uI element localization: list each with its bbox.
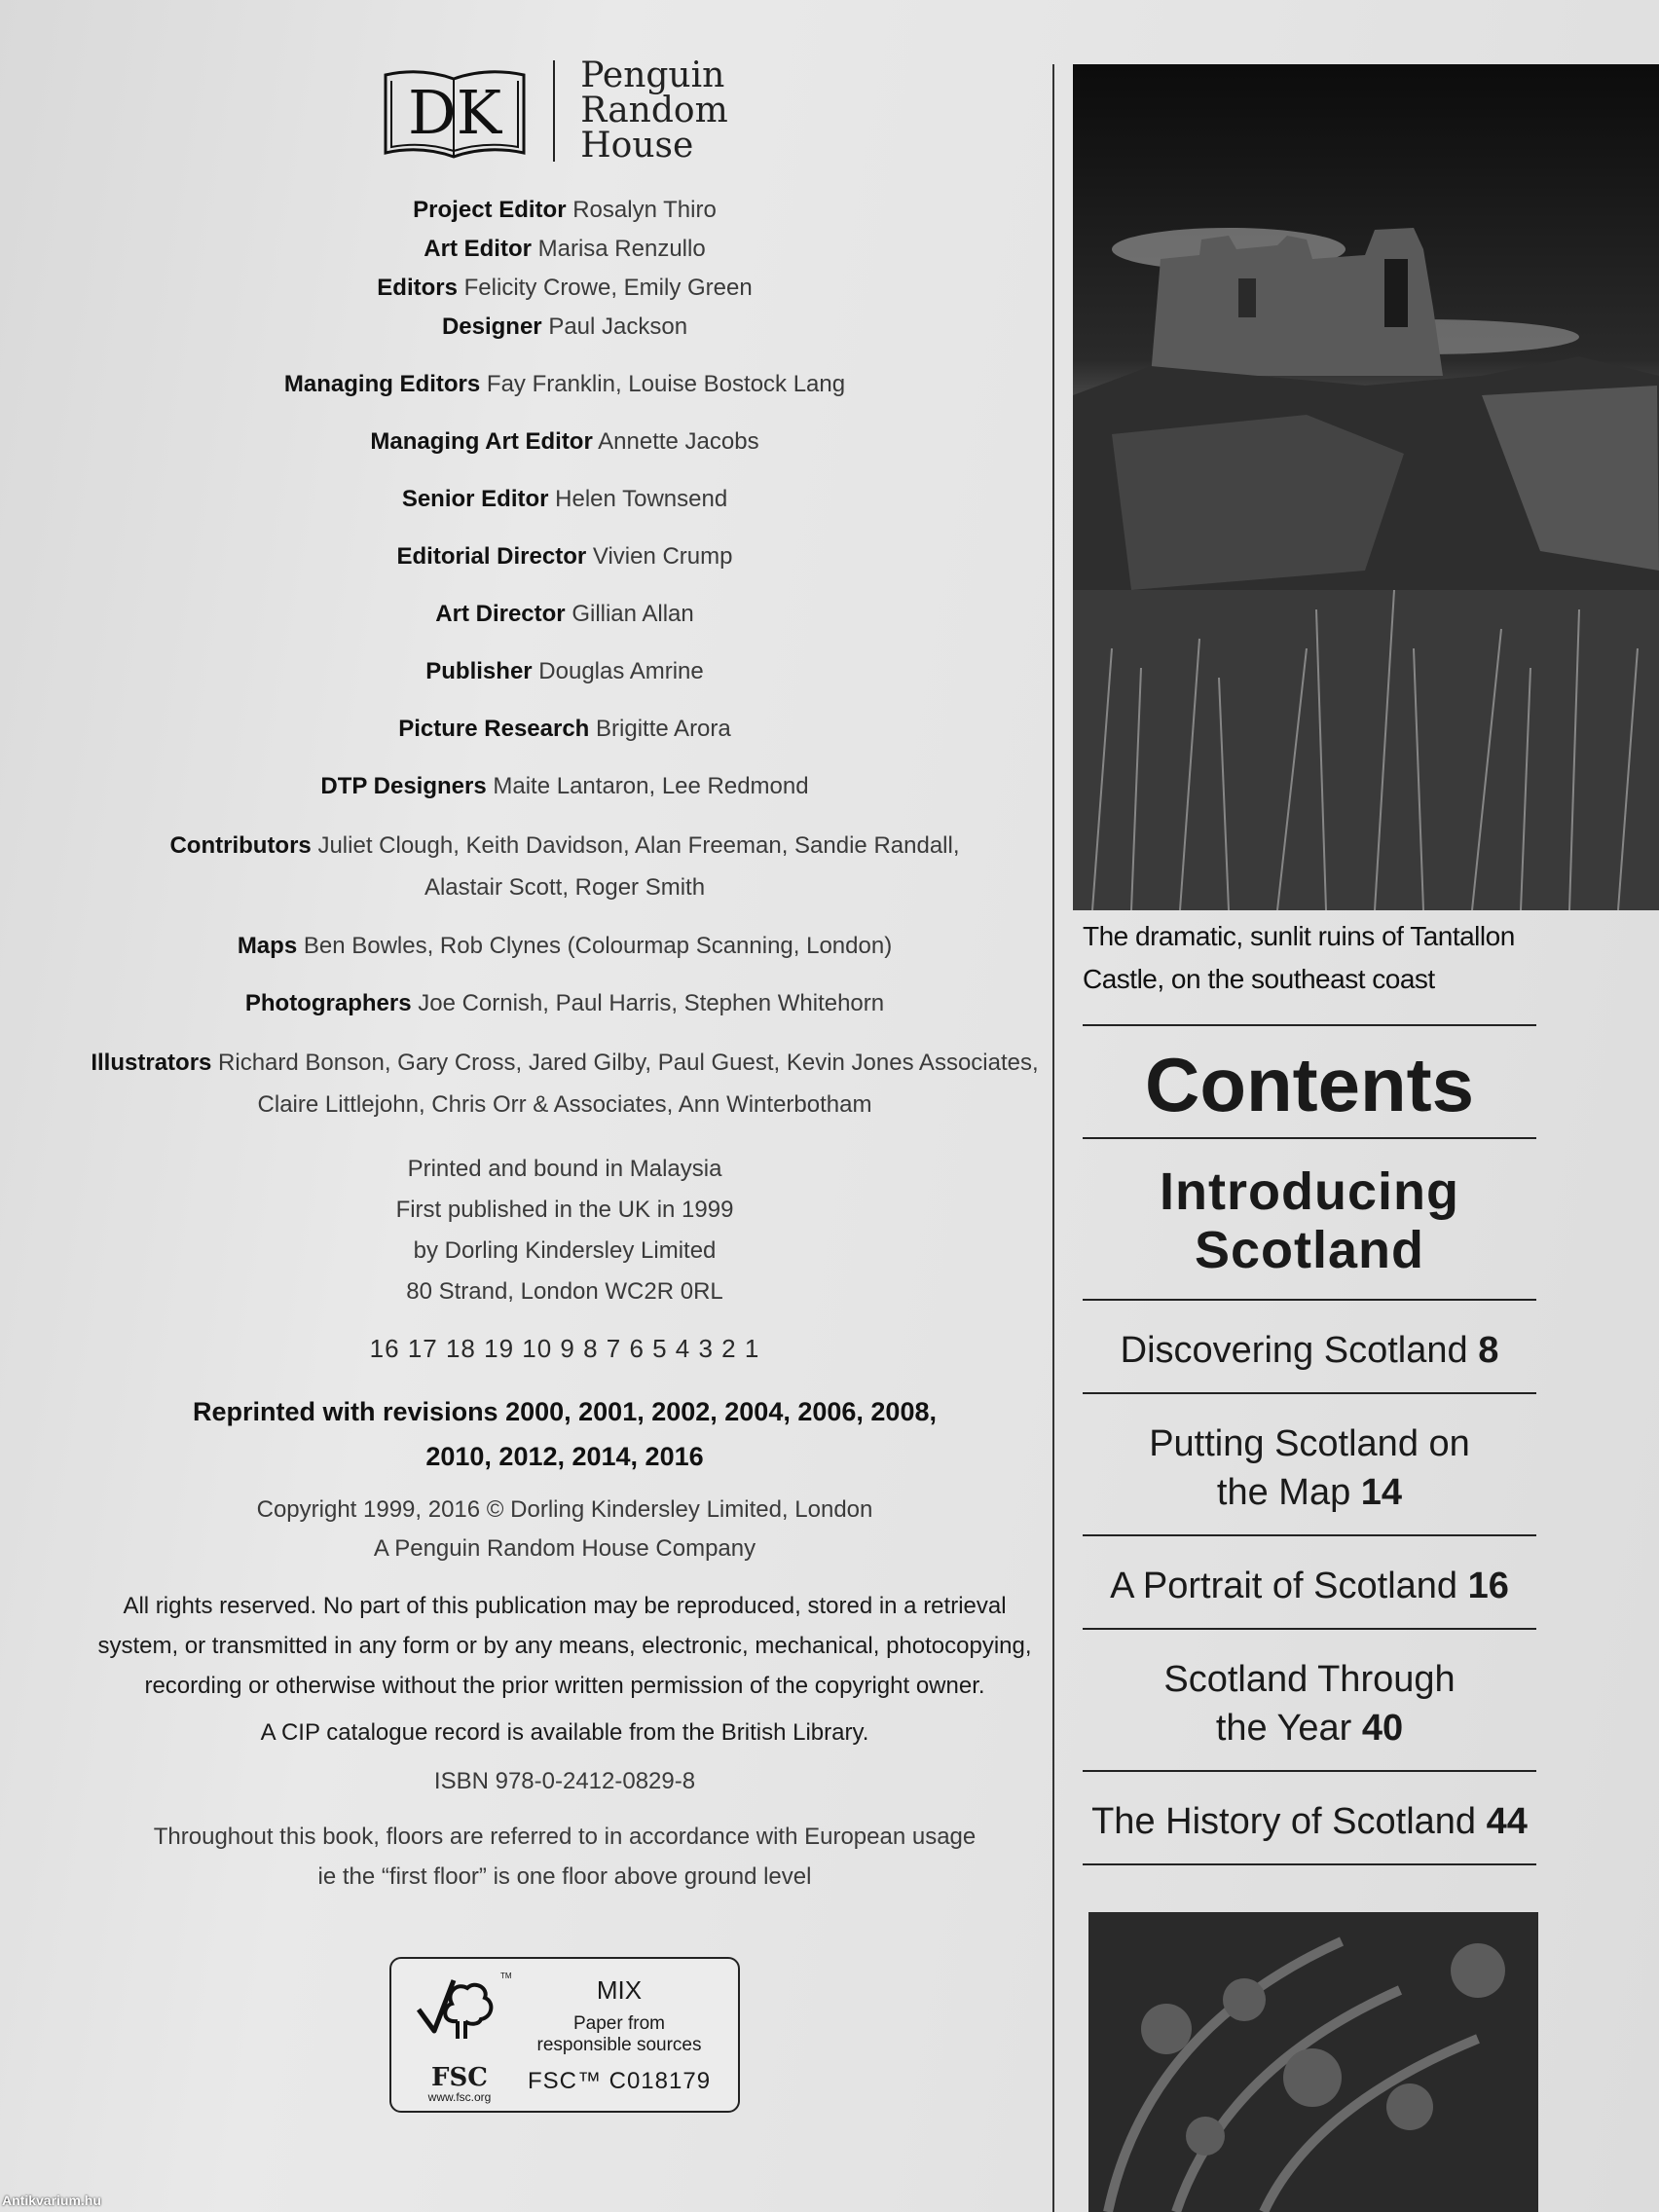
tantallon-castle-photo <box>1073 64 1659 910</box>
toc-entry-portrait-of-scotland[interactable]: A Portrait of Scotland 16 <box>1110 1566 1509 1606</box>
photo-caption: The dramatic, sunlit ruins of Tantallon Castle, on the southeast coast <box>1083 921 1515 994</box>
credit-senior-editor: Senior Editor Helen Townsend <box>401 486 728 512</box>
toc-page-number: 44 <box>1486 1801 1528 1842</box>
credit-art-director: Art Director Gillian Allan <box>435 601 694 627</box>
column-divider <box>1052 64 1054 2212</box>
credit-publisher: Publisher Douglas Amrine <box>425 658 704 684</box>
credit-contributors: Contributors Juliet Clough, Keith Davidson, Alan Freeman, Sandie Randall, Alastair Scott, Roger Smith <box>169 832 960 901</box>
toc-page-number: 40 <box>1361 1708 1404 1749</box>
credit-project-editor: Project Editor Rosalyn Thiro <box>413 197 717 223</box>
carved-stone-image <box>1088 1912 1538 2212</box>
credit-illustrators: Illustrators Richard Bonson, Gary Cross, Jared Gilby, Paul Guest, Kevin Jones Associates, Claire Littlejohn, Chris Orr & Associates, Ann Winterbotham <box>91 1050 1039 1118</box>
fsc-logo: TM FSC www.fsc.org <box>405 1967 514 2104</box>
dk-book-icon <box>382 59 528 163</box>
credit-maps: Maps Ben Bowles, Rob Clynes (Colourmap Scanning, London) <box>237 933 893 959</box>
fsc-info: MIX Paper from responsible sources FSC™ C018179 <box>527 1974 712 2094</box>
prh-line-1: Penguin <box>580 55 725 95</box>
credit-managing-art-editor: Managing Art Editor Annette Jacobs <box>370 428 759 455</box>
section-heading-introducing-scotland: Introducing Scotland <box>1160 1162 1459 1279</box>
credit-dtp-designers: DTP Designers Maite Lantaron, Lee Redmond <box>320 773 809 799</box>
prh-line-2: Random <box>580 91 728 130</box>
cip-notice: A CIP catalogue record is available from the British Library. <box>260 1719 869 1746</box>
toc-entry-discovering-scotland[interactable]: Discovering Scotland 8 <box>1120 1330 1499 1371</box>
toc-entry-putting-scotland-on-the-map[interactable]: Putting Scotland on the Map 14 <box>1149 1423 1470 1513</box>
toc-page-number: 16 <box>1467 1566 1509 1606</box>
isbn: ISBN 978-0-2412-0829-8 <box>433 1768 696 1794</box>
dk-letters: DK <box>408 77 502 148</box>
toc-rule <box>1083 1863 1536 1865</box>
toc-page-number: 14 <box>1360 1472 1403 1513</box>
fsc-label <box>389 1957 740 2113</box>
castle-ruins-image <box>1073 64 1659 910</box>
toc-page-number: 8 <box>1478 1330 1499 1371</box>
credit-picture-research: Picture Research Brigitte Arora <box>398 716 731 742</box>
imprint-column <box>78 55 1051 2113</box>
copyright-notice: Copyright 1999, 2016 © Dorling Kindersley Limited, London A Penguin Random House Company <box>256 1496 873 1562</box>
publisher-logo <box>58 55 1051 166</box>
credit-editorial-director: Editorial Director Vivien Crump <box>396 543 733 570</box>
credit-editors: Editors Felicity Crowe, Emily Green <box>377 275 753 301</box>
logo-divider <box>553 60 555 162</box>
penguin-random-house-wordmark <box>580 55 728 166</box>
floors-notice: Throughout this book, floors are referred to in accordance with European usage ie the “first floor” is one floor above ground level <box>153 1824 977 1890</box>
impression-line: 16 17 18 19 10 9 8 7 6 5 4 3 2 1 <box>369 1334 760 1363</box>
toc-entry-scotland-through-the-year[interactable]: Scotland Through the Year 40 <box>1163 1659 1456 1749</box>
svg-text:TM: TM <box>500 1971 512 1980</box>
credit-photographers: Photographers Joe Cornish, Paul Harris, Stephen Whitehorn <box>244 990 885 1016</box>
rights-notice: All rights reserved. No part of this publication may be reproduced, stored in a retrieval system, or transmitted in any form or by any means, electronic, mechanical, photocopying, recording or otherwise without the prior written permission of the copyright owner. <box>97 1593 1032 1699</box>
credit-art-editor: Art Editor Marisa Renzullo <box>424 236 706 262</box>
fsc-tree-check-icon <box>411 1967 512 2060</box>
printing-info: Printed and bound in Malaysia First published in the UK in 1999 by Dorling Kindersley Limited 80 Strand, London WC2R 0RL <box>395 1156 734 1305</box>
credit-designer: Designer Paul Jackson <box>441 313 688 340</box>
reprinted-notice: Reprinted with revisions 2000, 2001, 2002, 2004, 2006, 2008, 2010, 2012, 2014, 2016 <box>193 1397 937 1471</box>
contents-heading: Contents <box>1145 1042 1474 1127</box>
credit-managing-editors: Managing Editors Fay Franklin, Louise Bostock Lang <box>283 371 846 397</box>
carved-stone-photo <box>1088 1912 1538 2212</box>
table-of-contents <box>1083 1024 1536 1865</box>
prh-line-3: House <box>580 126 694 166</box>
watermark: Antikvarium.hu <box>2 2193 101 2208</box>
toc-entry-history-of-scotland[interactable]: The History of Scotland 44 <box>1091 1801 1528 1842</box>
